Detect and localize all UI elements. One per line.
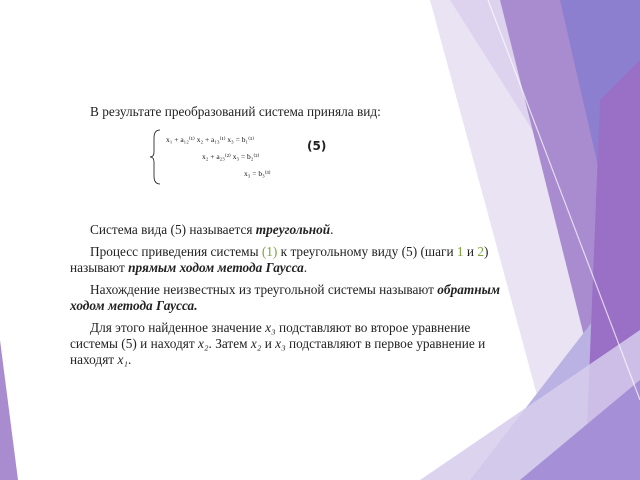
step-2: 2 bbox=[477, 244, 484, 259]
paragraph-back-substitution: Нахождение неизвестных из треугольной системы называют обратным ходом метода Гаусса. bbox=[70, 282, 500, 313]
paragraph-procedure: Для этого найденное значение x₃ подставляют во второе уравнение системы (5) и находят x₂. Затем x₂ и x₃ подставляют в первое уравнение и находят x₁. bbox=[70, 320, 486, 367]
deco-left-corner bbox=[0, 340, 18, 480]
equation-row-1: x₁ + a₁₂⁽¹⁾ x₂ + a₁₃⁽¹⁾ x₃ = b₁⁽¹⁾ bbox=[166, 135, 255, 144]
paragraph-forward-elimination: Процесс приведения системы (1) к треугольному виду (5) (шаги 1 и 2) называют прямым ходом метода Гаусса. bbox=[70, 244, 489, 275]
term-forward-gauss: прямым ходом метода Гаусса bbox=[128, 260, 304, 275]
step-1: 1 bbox=[456, 244, 464, 259]
paragraph-triangular: Система вида (5) называется треугольной. bbox=[90, 222, 334, 237]
term-triangular: треугольной bbox=[255, 222, 331, 237]
equation-row-2: x₂ + a₂₃⁽²⁾ x₃ = b₂⁽²⁾ bbox=[202, 152, 260, 161]
intro-text: В результате преобразований система приняла вид: bbox=[90, 104, 381, 119]
term-backward-gauss: обратным ходом метода Гаусса. bbox=[70, 282, 500, 313]
equation-tag: (5) bbox=[307, 139, 327, 153]
brace-icon bbox=[150, 128, 162, 186]
equation-row-3: x₃ = b₃⁽³⁾ bbox=[244, 169, 271, 178]
ref-system-1: (1) bbox=[261, 244, 278, 259]
intro-paragraph bbox=[70, 104, 520, 120]
equation-system bbox=[150, 128, 290, 186]
